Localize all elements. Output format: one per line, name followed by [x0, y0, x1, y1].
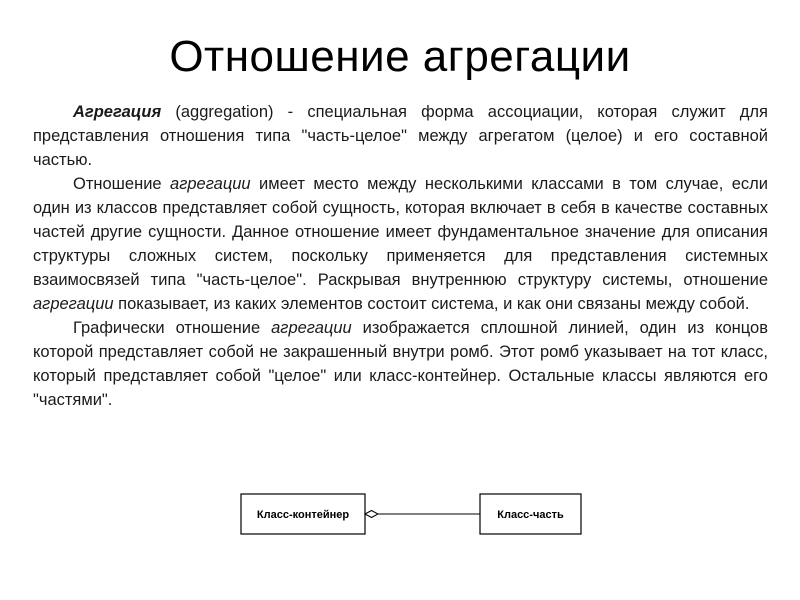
paragraph-notation-post: изображается сплошной линией, один из концов которой представляет собой не закрашенный внутри ромб. Этот ромб указывает на тот класс, который представляет собой "целое" или класс-контейнер. Остальные классы являются его "частями". — [33, 319, 768, 409]
paragraph-description-post: показывает, из каких элементов состоит система, и как они связаны между собой. — [113, 295, 750, 313]
paragraph-notation — [33, 316, 768, 412]
paragraph-notation-pre: Графически отношение — [73, 319, 272, 337]
paragraph-description-mid: имеет место между несколькими классами в том случае, если один из классов представляет собой сущность, которая включает в себя в качестве составных частей другие сущности. Данное отношение имеет фундаментальное значение для описания структуры сложных систем, поскольку применяется для представления системных взаимосвязей типа "часть-целое". Раскрывая внутреннюю структуру системы, отношение — [33, 175, 768, 289]
slide-body — [33, 100, 768, 412]
aggregation-diamond-icon — [365, 511, 378, 518]
aggregation-diagram — [240, 492, 590, 540]
paragraph-definition-text: (aggregation) - специальная форма ассоциации, которая служит для представления отношения типа "часть-целое" между агрегатом (целое) и его составной частью. — [33, 103, 768, 169]
paragraph-description — [33, 172, 768, 316]
paragraph-definition — [33, 100, 768, 172]
part-class-label: Класс-часть — [497, 509, 564, 521]
container-class-label: Класс-контейнер — [256, 509, 350, 521]
emphasis-aggregation: агрегации — [33, 295, 114, 313]
emphasis-aggregation: агрегации — [170, 175, 251, 193]
emphasis-aggregation: агрегации — [271, 319, 352, 337]
slide-title: Отношение агрегации — [169, 32, 631, 81]
paragraph-description-pre: Отношение — [73, 175, 171, 193]
term-aggregation: Агрегация — [73, 103, 162, 121]
